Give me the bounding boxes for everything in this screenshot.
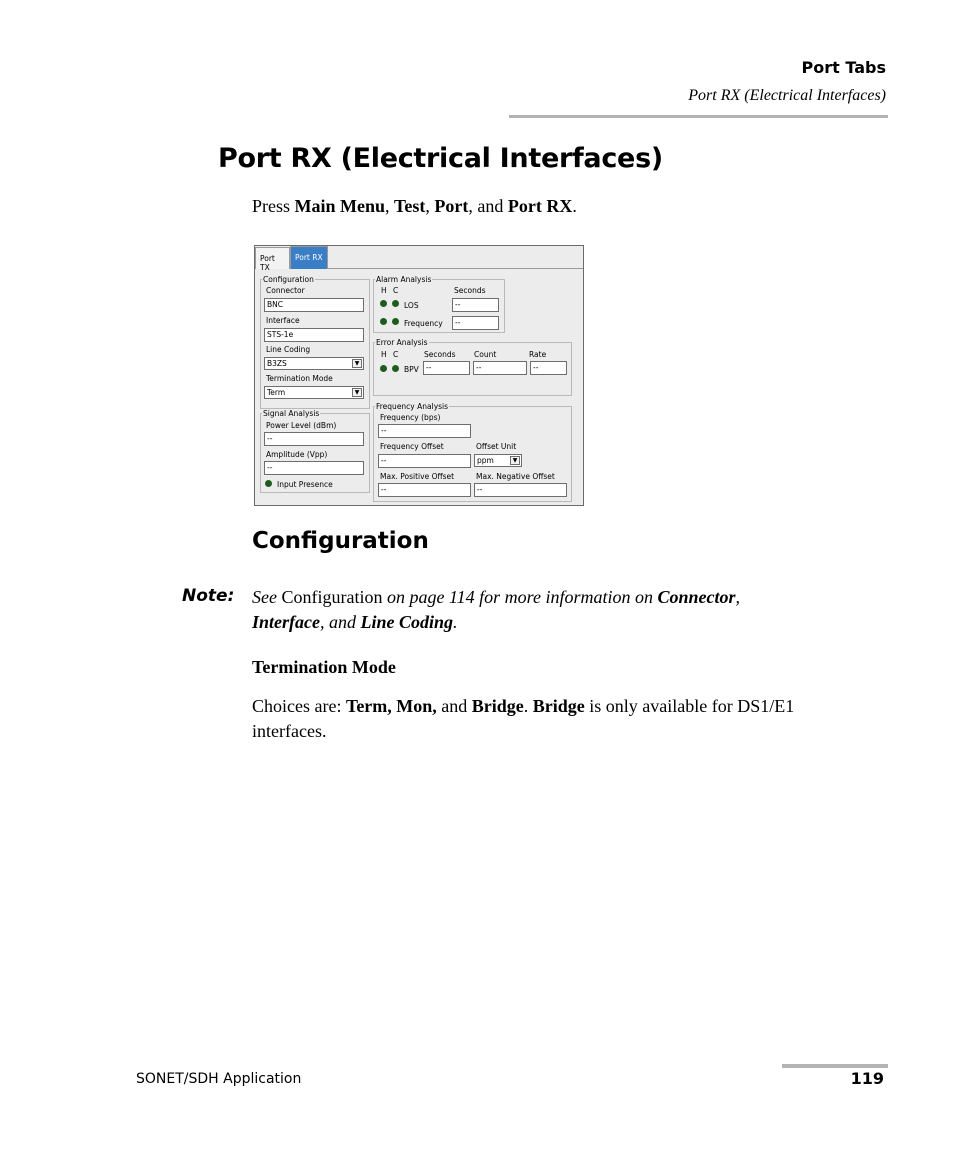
- note-label: Note:: [182, 586, 235, 606]
- error-c-header: C: [393, 350, 399, 359]
- power-level-field[interactable]: --: [264, 432, 364, 446]
- frequency-offset-label: Frequency Offset: [380, 442, 444, 451]
- term-bridge: Bridge: [471, 696, 524, 716]
- interface-label: Interface: [266, 316, 300, 325]
- chevron-down-icon[interactable]: ▼: [510, 456, 520, 465]
- alarm-seconds-header: Seconds: [454, 286, 486, 295]
- power-level-label: Power Level (dBm): [266, 421, 337, 430]
- connector-label: Connector: [266, 286, 305, 295]
- bpv-count-field[interactable]: --: [473, 361, 527, 375]
- frequency-bps-field[interactable]: --: [378, 424, 471, 438]
- error-rate-header: Rate: [529, 350, 547, 359]
- line-coding-value: B3ZS: [267, 359, 287, 368]
- error-seconds-header: Seconds: [424, 350, 456, 359]
- note-interface: Interface: [252, 612, 320, 632]
- bpv-current-led-icon: [392, 365, 399, 372]
- termination-mode-value: Term: [267, 388, 286, 397]
- page-title: Port RX (Electrical Interfaces): [218, 143, 663, 174]
- termination-mode-select[interactable]: [264, 386, 364, 399]
- connector-field[interactable]: BNC: [264, 298, 364, 312]
- error-count-header: Count: [474, 350, 497, 359]
- intro-end: .: [572, 196, 577, 216]
- max-negative-offset-label: Max. Negative Offset: [476, 472, 555, 481]
- term-dot: .: [523, 696, 533, 716]
- note-and: , and: [319, 612, 361, 632]
- term-rest: is only available for DS1/E1: [584, 696, 795, 716]
- interface-field[interactable]: STS-1e: [264, 328, 364, 342]
- intro-sep: ,: [425, 196, 435, 216]
- los-label: LOS: [404, 301, 419, 310]
- note-connector: Connector: [657, 587, 736, 607]
- max-positive-offset-field[interactable]: --: [378, 483, 471, 497]
- chevron-down-icon[interactable]: ▼: [352, 359, 362, 368]
- frequency-current-led-icon: [392, 318, 399, 325]
- los-history-led-icon: [380, 300, 387, 307]
- term-bridge-2: Bridge: [532, 696, 585, 716]
- term-and: and: [436, 696, 472, 716]
- frequency-bps-label: Frequency (bps): [380, 413, 441, 422]
- offset-unit-select[interactable]: [474, 454, 522, 467]
- frequency-analysis-title: Frequency Analysis: [376, 402, 449, 411]
- line-coding-select[interactable]: [264, 357, 364, 370]
- note-comma: ,: [735, 587, 740, 607]
- menu-port-rx: Port RX: [507, 196, 573, 216]
- frequency-alarm-label: Frequency: [404, 319, 443, 328]
- max-positive-offset-label: Max. Positive Offset: [380, 472, 455, 481]
- offset-unit-label: Offset Unit: [476, 442, 517, 451]
- note-period: .: [453, 612, 458, 632]
- alarm-analysis-title: Alarm Analysis: [376, 275, 432, 284]
- max-negative-offset-field[interactable]: --: [474, 483, 567, 497]
- los-seconds-field[interactable]: --: [452, 298, 499, 312]
- bpv-seconds-field[interactable]: --: [423, 361, 470, 375]
- running-header-title: Port Tabs: [801, 58, 886, 77]
- configuration-title: Configuration: [263, 275, 314, 284]
- line-coding-label: Line Coding: [266, 345, 311, 354]
- termination-paragraph: [252, 694, 892, 744]
- footer-doc-title: SONET/SDH Application: [136, 1071, 302, 1087]
- footer-rule: [782, 1064, 888, 1068]
- alarm-c-header: C: [393, 286, 399, 295]
- intro-text: Press: [252, 196, 295, 216]
- note-text: [252, 585, 872, 635]
- input-presence-label: Input Presence: [277, 480, 333, 489]
- frequency-history-led-icon: [380, 318, 387, 325]
- frequency-offset-field[interactable]: --: [378, 454, 471, 468]
- bpv-label: BPV: [404, 365, 419, 374]
- menu-main: Main Menu: [294, 196, 386, 216]
- note-on-page: on page 114 for more information on: [382, 587, 658, 607]
- bpv-rate-field[interactable]: --: [530, 361, 567, 375]
- note-line-coding: Line Coding: [360, 612, 453, 632]
- amplitude-field[interactable]: --: [264, 461, 364, 475]
- term-choices: Choices are:: [252, 696, 346, 716]
- error-analysis-title: Error Analysis: [376, 338, 428, 347]
- offset-unit-value: ppm: [477, 456, 494, 465]
- bpv-history-led-icon: [380, 365, 387, 372]
- intro-paragraph: [252, 196, 577, 217]
- input-presence-led-icon: [265, 480, 272, 487]
- term-line2: interfaces.: [252, 721, 327, 741]
- intro-sep: , and: [468, 196, 508, 216]
- termination-mode-label: Termination Mode: [266, 374, 333, 383]
- signal-analysis-title: Signal Analysis: [263, 409, 320, 418]
- term-opts: Term, Mon,: [345, 696, 437, 716]
- tab-port-rx[interactable]: Port RX: [290, 246, 328, 269]
- port-rx-screenshot: [254, 245, 584, 506]
- error-h-header: H: [381, 350, 387, 359]
- menu-port: Port: [434, 196, 469, 216]
- chevron-down-icon[interactable]: ▼: [352, 388, 362, 397]
- intro-sep: ,: [385, 196, 395, 216]
- header-rule: [509, 115, 888, 118]
- termination-mode-heading: Termination Mode: [252, 657, 396, 677]
- running-header-subtitle: Port RX (Electrical Interfaces): [688, 87, 886, 104]
- frequency-seconds-field[interactable]: --: [452, 316, 499, 330]
- amplitude-label: Amplitude (Vpp): [266, 450, 328, 459]
- note-see: See: [252, 587, 277, 607]
- alarm-h-header: H: [381, 286, 387, 295]
- page-number: 119: [850, 1069, 884, 1088]
- tab-port-tx[interactable]: Port TX: [255, 247, 290, 269]
- note-config-link[interactable]: Configuration: [276, 587, 383, 607]
- section-heading-configuration: Configuration: [252, 528, 429, 554]
- menu-test: Test: [394, 196, 426, 216]
- tab-bar: [255, 246, 583, 272]
- los-current-led-icon: [392, 300, 399, 307]
